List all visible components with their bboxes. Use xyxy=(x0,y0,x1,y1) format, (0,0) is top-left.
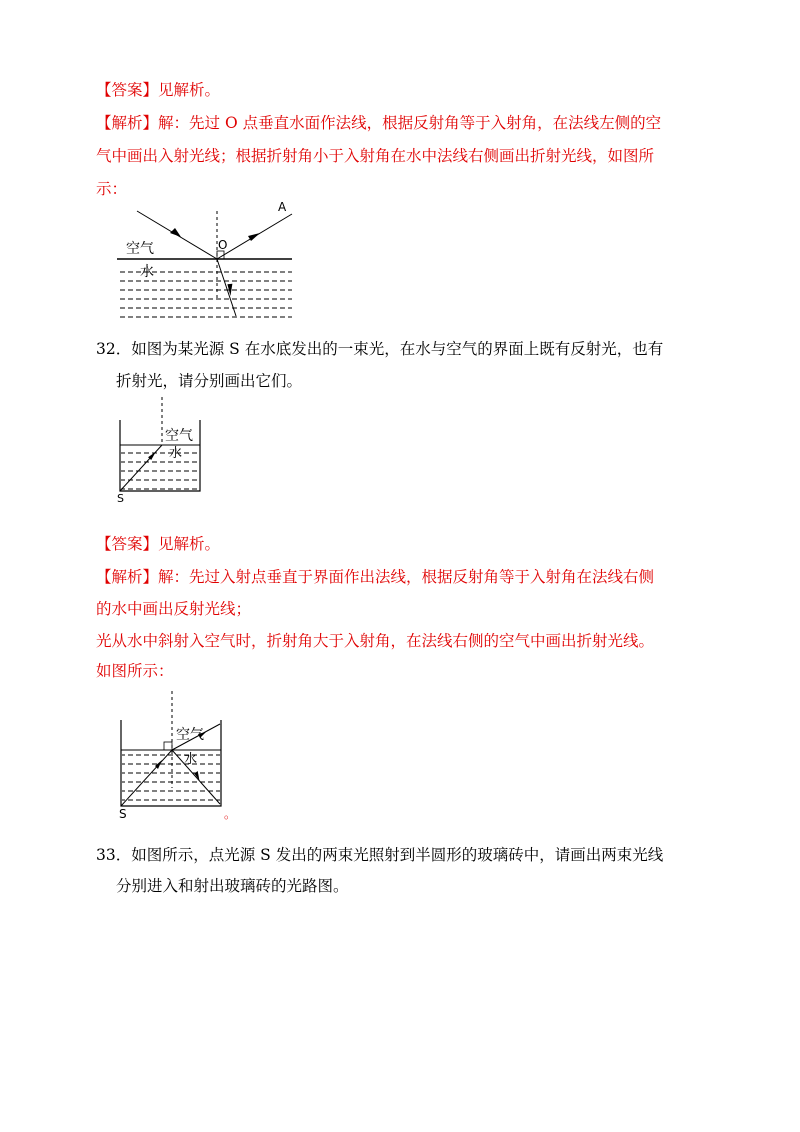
label-a: A xyxy=(278,200,287,214)
q31-figure xyxy=(112,196,302,326)
label-s: S xyxy=(117,492,124,505)
q31-analysis-label: 【解析】 xyxy=(96,114,159,132)
q32-question-line-1: 32．如图为某光源 S 在水底发出的一束光，在水与空气的界面上既有反射光，也有 xyxy=(96,340,664,358)
q31-analysis-text-1: 解：先过 O 点垂直水面作法线，根据反射角等于入射角，在法线左侧的空 xyxy=(158,114,662,132)
water-area xyxy=(121,447,199,490)
q32-answer: 【答案】见解析。 xyxy=(96,535,221,553)
q32-analysis-line-4: 如图所示： xyxy=(96,662,174,680)
label-s: S xyxy=(119,807,127,821)
q32-answer-figure xyxy=(112,688,252,828)
q31-analysis-line-2: 气中画出入射光线；根据折射角小于入射角在水中法线右侧画出折射光线，如图所 xyxy=(96,147,655,165)
trailing-period: 。 xyxy=(224,807,237,821)
q32-analysis-line-2: 的水中画出反射光线； xyxy=(96,600,252,618)
q32-figure xyxy=(112,395,212,505)
q32-question-line-2: 折射光，请分别画出它们。 xyxy=(116,372,303,390)
water-area xyxy=(122,752,220,805)
q31-answer: 【答案】见解析。 xyxy=(96,81,221,99)
q32-analysis-label: 【解析】 xyxy=(96,568,159,586)
q32-analysis-text-1: 解：先过入射点垂直于界面作出法线，根据反射角等于入射角在法线右侧 xyxy=(158,568,655,586)
q32-analysis-line-1 xyxy=(96,567,654,587)
q33-question-line-1: 33．如图所示，点光源 S 发出的两束光照射到半圆形的玻璃砖中，请画出两束光线 xyxy=(96,846,664,864)
label-o: O xyxy=(218,238,228,252)
q31-analysis-line-3: 示： xyxy=(96,180,128,198)
label-air: 空气 xyxy=(126,241,154,257)
q33-question-line-2: 分别进入和射出玻璃砖的光路图。 xyxy=(116,877,349,895)
q31-analysis-line-1 xyxy=(96,113,661,133)
label-air: 空气 xyxy=(176,727,204,743)
label-water: 水 xyxy=(140,264,154,280)
q32-analysis-line-3: 光从水中斜射入空气时，折射角大于入射角，在法线右侧的空气中画出折射光线。 xyxy=(96,632,655,650)
label-water: 水 xyxy=(169,446,183,461)
label-water: 水 xyxy=(184,752,198,767)
label-air: 空气 xyxy=(165,428,193,444)
